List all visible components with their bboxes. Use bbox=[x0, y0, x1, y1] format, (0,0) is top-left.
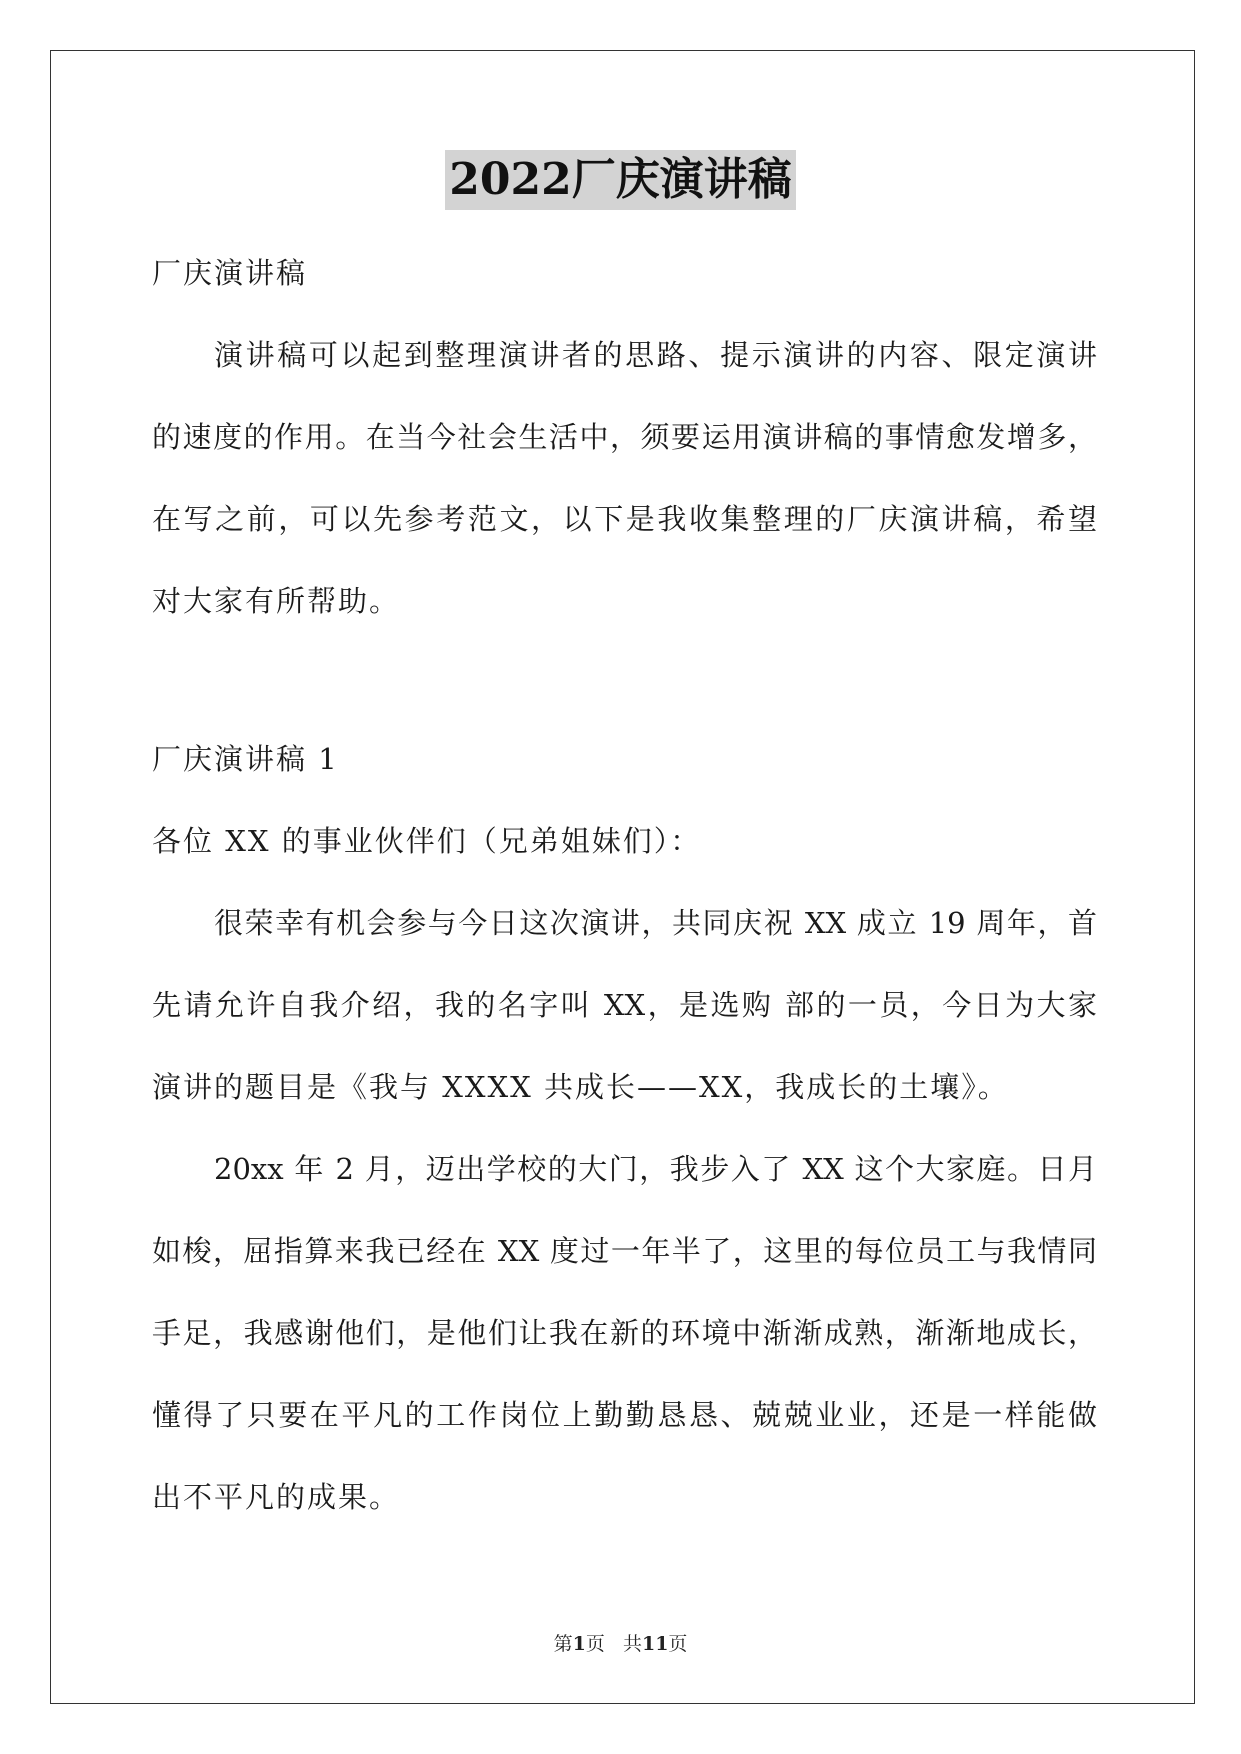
paragraph-line: 对大家有所帮助。 bbox=[152, 584, 401, 618]
footer-total-prefix: 共 bbox=[622, 1633, 642, 1655]
paragraph-line: 如梭，屈指算来我已经在 XX 度过一年半了，这里的每位员工与我情同 bbox=[152, 1234, 1097, 1268]
paragraph-line: 演讲的题目是《我与 XXXX 共成长——XX，我成长的土壤》。 bbox=[152, 1070, 1009, 1104]
salutation: 各位 XX 的事业伙伴们（兄弟姐妹们）： bbox=[152, 824, 702, 858]
spacer bbox=[152, 642, 1097, 718]
paragraph-line: 演讲稿可以起到整理演讲者的思路、提示演讲的内容、限定演讲 bbox=[214, 338, 1097, 372]
document-title: 2022厂庆演讲稿 bbox=[445, 150, 795, 210]
page-number: 1 bbox=[572, 1633, 586, 1655]
total-pages: 11 bbox=[641, 1633, 669, 1655]
paragraph-line: 先请允许自我介绍，我的名字叫 XX，是选购 部的一员，今日为大家 bbox=[152, 988, 1097, 1022]
footer-prefix: 第 bbox=[553, 1633, 573, 1655]
section-heading: 厂庆演讲稿 1 bbox=[152, 742, 339, 776]
paragraph-line: 的速度的作用。在当今社会生活中，须要运用演讲稿的事情愈发增多， bbox=[152, 420, 1097, 454]
paragraph-line: 懂得了只要在平凡的工作岗位上勤勤恳恳、兢兢业业，还是一样能做 bbox=[152, 1398, 1097, 1432]
paragraph-line: 很荣幸有机会参与今日这次演讲，共同庆祝 XX 成立 19 周年，首 bbox=[214, 906, 1097, 940]
title-wrapper bbox=[0, 150, 1241, 210]
paragraph-line: 20xx 年 2 月，迈出学校的大门，我步入了 XX 这个大家庭。日月 bbox=[214, 1152, 1097, 1186]
page-footer bbox=[0, 1629, 1241, 1656]
footer-page-suffix: 页 bbox=[585, 1633, 605, 1655]
section-heading: 厂庆演讲稿 bbox=[152, 256, 308, 290]
paragraph-line: 手足，我感谢他们，是他们让我在新的环境中渐渐成熟，渐渐地成长， bbox=[152, 1316, 1097, 1350]
paragraph-line: 出不平凡的成果。 bbox=[152, 1480, 401, 1514]
paragraph-line: 在写之前，可以先参考范文，以下是我收集整理的厂庆演讲稿，希望 bbox=[152, 502, 1097, 536]
footer-total-suffix: 页 bbox=[668, 1633, 688, 1655]
document-body bbox=[152, 232, 1097, 1538]
